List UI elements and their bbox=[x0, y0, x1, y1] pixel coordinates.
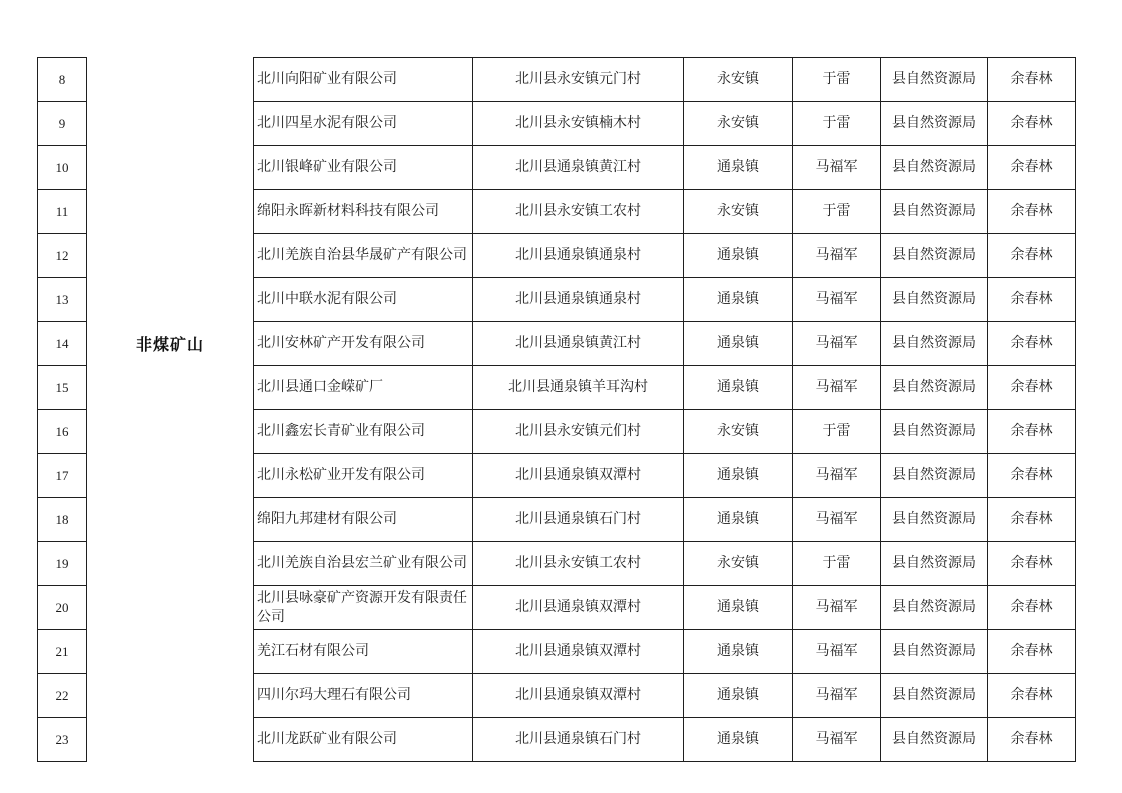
table-row bbox=[253, 366, 1076, 410]
town-cell: 通泉镇 bbox=[683, 454, 792, 498]
address-cell: 北川县通泉镇双潭村 bbox=[472, 454, 683, 498]
supervising-dept-cell: 县自然资源局 bbox=[880, 454, 987, 498]
row-number: 21 bbox=[37, 630, 87, 674]
town-supervisor-cell: 于雷 bbox=[792, 542, 880, 586]
supervising-dept-cell: 县自然资源局 bbox=[880, 498, 987, 542]
row-number: 23 bbox=[37, 718, 87, 762]
town-supervisor-cell: 于雷 bbox=[792, 102, 880, 146]
company-name-cell: 北川银峰矿业有限公司 bbox=[253, 146, 472, 190]
town-cell: 通泉镇 bbox=[683, 630, 792, 674]
town-supervisor-cell: 马福军 bbox=[792, 454, 880, 498]
town-cell: 永安镇 bbox=[683, 102, 792, 146]
dept-supervisor-cell: 余春林 bbox=[987, 718, 1076, 762]
row-number: 22 bbox=[37, 674, 87, 718]
address-cell: 北川县永安镇工农村 bbox=[472, 542, 683, 586]
table-row bbox=[253, 190, 1076, 234]
supervising-dept-cell: 县自然资源局 bbox=[880, 410, 987, 454]
dept-supervisor-cell: 余春林 bbox=[987, 190, 1076, 234]
address-cell: 北川县通泉镇通泉村 bbox=[472, 234, 683, 278]
town-supervisor-cell: 于雷 bbox=[792, 190, 880, 234]
dept-supervisor-cell: 余春林 bbox=[987, 542, 1076, 586]
supervising-dept-cell: 县自然资源局 bbox=[880, 278, 987, 322]
address-cell: 北川县通泉镇双潭村 bbox=[472, 586, 683, 630]
row-number: 20 bbox=[37, 586, 87, 630]
company-name-cell: 北川四星水泥有限公司 bbox=[253, 102, 472, 146]
supervising-dept-cell: 县自然资源局 bbox=[880, 674, 987, 718]
company-name-cell: 北川龙跃矿业有限公司 bbox=[253, 718, 472, 762]
row-number: 12 bbox=[37, 234, 87, 278]
company-name-cell: 北川安林矿产开发有限公司 bbox=[253, 322, 472, 366]
row-number: 9 bbox=[37, 102, 87, 146]
address-cell: 北川县永安镇元们村 bbox=[472, 410, 683, 454]
table-row bbox=[253, 718, 1076, 762]
company-name-cell: 绵阳九邦建材有限公司 bbox=[253, 498, 472, 542]
dept-supervisor-cell: 余春林 bbox=[987, 454, 1076, 498]
supervising-dept-cell: 县自然资源局 bbox=[880, 630, 987, 674]
town-cell: 通泉镇 bbox=[683, 586, 792, 630]
company-name-cell: 北川羌族自治县宏兰矿业有限公司 bbox=[253, 542, 472, 586]
address-cell: 北川县通泉镇黄江村 bbox=[472, 146, 683, 190]
supervising-dept-cell: 县自然资源局 bbox=[880, 102, 987, 146]
dept-supervisor-cell: 余春林 bbox=[987, 146, 1076, 190]
dept-supervisor-cell: 余春林 bbox=[987, 58, 1076, 102]
town-supervisor-cell: 马福军 bbox=[792, 586, 880, 630]
town-supervisor-cell: 马福军 bbox=[792, 674, 880, 718]
town-supervisor-cell: 马福军 bbox=[792, 630, 880, 674]
table-row bbox=[253, 454, 1076, 498]
row-number: 14 bbox=[37, 322, 87, 366]
town-supervisor-cell: 马福军 bbox=[792, 146, 880, 190]
supervising-dept-cell: 县自然资源局 bbox=[880, 718, 987, 762]
dept-supervisor-cell: 余春林 bbox=[987, 322, 1076, 366]
supervising-dept-cell: 县自然资源局 bbox=[880, 322, 987, 366]
company-name-cell: 北川向阳矿业有限公司 bbox=[253, 58, 472, 102]
town-supervisor-cell: 马福军 bbox=[792, 278, 880, 322]
supervising-dept-cell: 县自然资源局 bbox=[880, 542, 987, 586]
company-name-cell: 绵阳永晖新材料科技有限公司 bbox=[253, 190, 472, 234]
table-row bbox=[253, 410, 1076, 454]
dept-supervisor-cell: 余春林 bbox=[987, 234, 1076, 278]
town-cell: 通泉镇 bbox=[683, 234, 792, 278]
town-supervisor-cell: 马福军 bbox=[792, 718, 880, 762]
town-cell: 通泉镇 bbox=[683, 718, 792, 762]
company-name-cell: 北川鑫宏长青矿业有限公司 bbox=[253, 410, 472, 454]
table-row bbox=[253, 674, 1076, 718]
town-supervisor-cell: 马福军 bbox=[792, 498, 880, 542]
dept-supervisor-cell: 余春林 bbox=[987, 278, 1076, 322]
town-cell: 永安镇 bbox=[683, 58, 792, 102]
town-cell: 永安镇 bbox=[683, 410, 792, 454]
town-cell: 通泉镇 bbox=[683, 278, 792, 322]
dept-supervisor-cell: 余春林 bbox=[987, 102, 1076, 146]
town-cell: 永安镇 bbox=[683, 542, 792, 586]
address-cell: 北川县永安镇工农村 bbox=[472, 190, 683, 234]
category-label: 非煤矿山 bbox=[135, 336, 204, 354]
row-number: 10 bbox=[37, 146, 87, 190]
town-cell: 通泉镇 bbox=[683, 322, 792, 366]
company-name-cell: 羌江石材有限公司 bbox=[253, 630, 472, 674]
table-row bbox=[253, 498, 1076, 542]
address-cell: 北川县通泉镇双潭村 bbox=[472, 674, 683, 718]
town-supervisor-cell: 于雷 bbox=[792, 58, 880, 102]
row-number: 17 bbox=[37, 454, 87, 498]
dept-supervisor-cell: 余春林 bbox=[987, 674, 1076, 718]
dept-supervisor-cell: 余春林 bbox=[987, 586, 1076, 630]
company-name-cell: 北川羌族自治县华晟矿产有限公司 bbox=[253, 234, 472, 278]
supervising-dept-cell: 县自然资源局 bbox=[880, 146, 987, 190]
row-number: 18 bbox=[37, 498, 87, 542]
supervising-dept-cell: 县自然资源局 bbox=[880, 190, 987, 234]
town-supervisor-cell: 马福军 bbox=[792, 366, 880, 410]
main-table bbox=[253, 57, 1076, 762]
dept-supervisor-cell: 余春林 bbox=[987, 410, 1076, 454]
company-name-cell: 北川县咏豪矿产资源开发有限责任公司 bbox=[253, 586, 472, 630]
supervising-dept-cell: 县自然资源局 bbox=[880, 586, 987, 630]
table-row bbox=[253, 586, 1076, 630]
table-row bbox=[253, 234, 1076, 278]
sequence-column bbox=[37, 57, 87, 762]
row-number: 16 bbox=[37, 410, 87, 454]
dept-supervisor-cell: 余春林 bbox=[987, 630, 1076, 674]
company-name-cell: 北川中联水泥有限公司 bbox=[253, 278, 472, 322]
supervising-dept-cell: 县自然资源局 bbox=[880, 234, 987, 278]
town-cell: 永安镇 bbox=[683, 190, 792, 234]
row-number: 8 bbox=[37, 58, 87, 102]
town-cell: 通泉镇 bbox=[683, 146, 792, 190]
address-cell: 北川县永安镇楠木村 bbox=[472, 102, 683, 146]
town-cell: 通泉镇 bbox=[683, 498, 792, 542]
dept-supervisor-cell: 余春林 bbox=[987, 498, 1076, 542]
table-row bbox=[253, 146, 1076, 190]
table-row bbox=[253, 102, 1076, 146]
row-number: 11 bbox=[37, 190, 87, 234]
dept-supervisor-cell: 余春林 bbox=[987, 366, 1076, 410]
town-supervisor-cell: 马福军 bbox=[792, 234, 880, 278]
table-row bbox=[253, 278, 1076, 322]
town-cell: 通泉镇 bbox=[683, 366, 792, 410]
row-number: 13 bbox=[37, 278, 87, 322]
address-cell: 北川县通泉镇黄江村 bbox=[472, 322, 683, 366]
row-number: 15 bbox=[37, 366, 87, 410]
address-cell: 北川县通泉镇双潭村 bbox=[472, 630, 683, 674]
address-cell: 北川县通泉镇通泉村 bbox=[472, 278, 683, 322]
category-cell bbox=[87, 57, 253, 761]
town-supervisor-cell: 于雷 bbox=[792, 410, 880, 454]
supervising-dept-cell: 县自然资源局 bbox=[880, 58, 987, 102]
table-row bbox=[253, 542, 1076, 586]
address-cell: 北川县永安镇元门村 bbox=[472, 58, 683, 102]
address-cell: 北川县通泉镇羊耳沟村 bbox=[472, 366, 683, 410]
row-number: 19 bbox=[37, 542, 87, 586]
table-row bbox=[253, 630, 1076, 674]
table-row bbox=[253, 322, 1076, 366]
address-cell: 北川县通泉镇石门村 bbox=[472, 718, 683, 762]
company-name-cell: 北川县通口金嵘矿厂 bbox=[253, 366, 472, 410]
company-name-cell: 北川永松矿业开发有限公司 bbox=[253, 454, 472, 498]
address-cell: 北川县通泉镇石门村 bbox=[472, 498, 683, 542]
table-row bbox=[253, 58, 1076, 102]
supervising-dept-cell: 县自然资源局 bbox=[880, 366, 987, 410]
company-name-cell: 四川尔玛大理石有限公司 bbox=[253, 674, 472, 718]
town-supervisor-cell: 马福军 bbox=[792, 322, 880, 366]
town-cell: 通泉镇 bbox=[683, 674, 792, 718]
